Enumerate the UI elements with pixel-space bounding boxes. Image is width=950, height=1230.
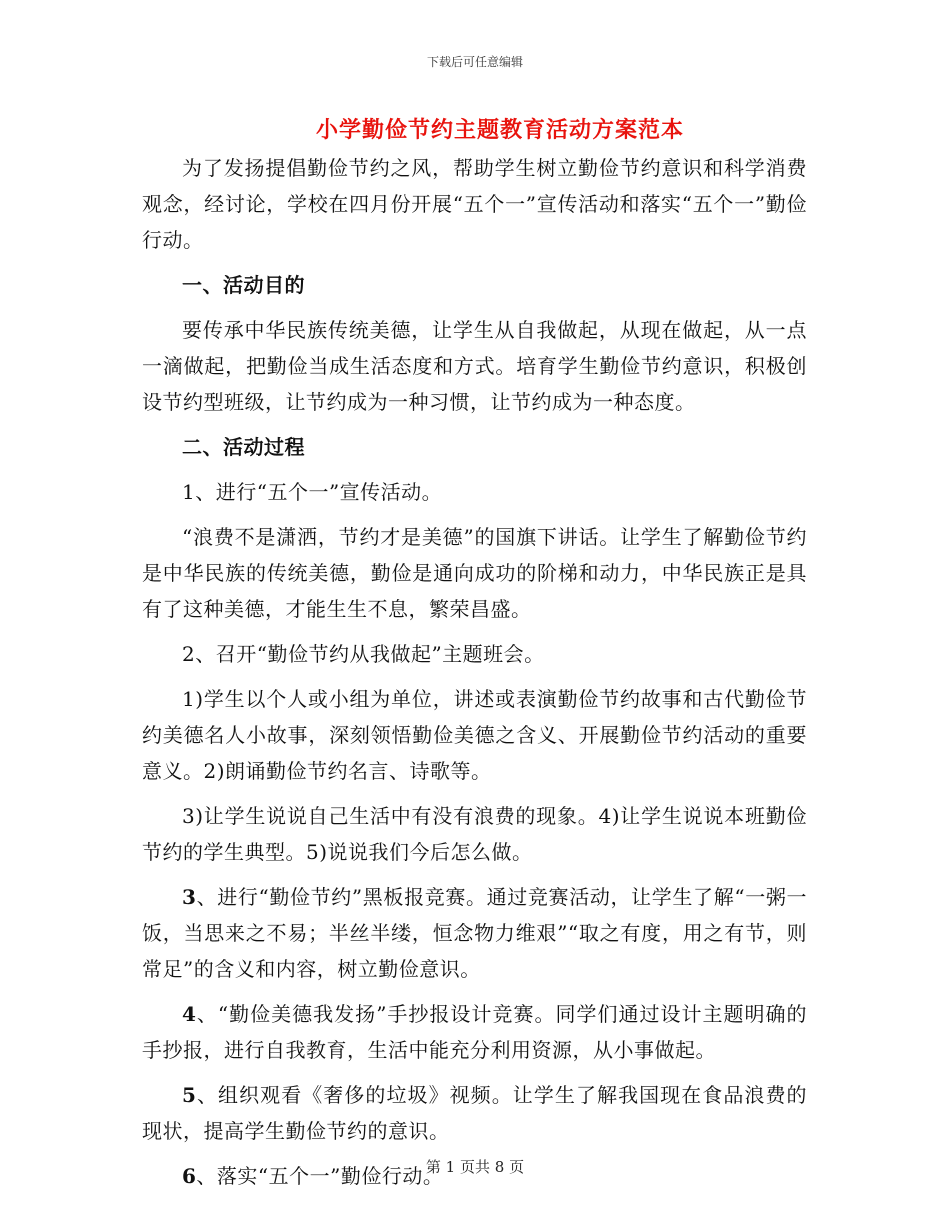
item-text: 、组织观看《奢侈的垃圾》视频。让学生了解我国现在食品浪费的现状，提高学生勤俭节约的意识。 [142, 1083, 807, 1143]
document-body [142, 150, 807, 1203]
process-item-3 [142, 879, 807, 987]
item-text: 、落实“五个一”勤俭行动。 [196, 1164, 444, 1188]
item-text: 、“勤俭美德我发扬”手抄报设计竞赛。同学们通过设计主题明确的手抄报，进行自我教育，生活中能充分利用资源，从小事做起。 [142, 1002, 807, 1062]
item-text: 、进行“勤俭节约”黑板报竞赛。通过竞赛活动，让学生了解“一粥一饭，当思来之不易；半丝半缕，恒念物力维艰”“取之有度，用之有节，则常足”的含义和内容，树立勤俭意识。 [142, 885, 807, 981]
class-meeting-steps-1: 1)学生以个人或小组为单位，讲述或表演勤俭节约故事和古代勤俭节约美德名人小故事，深刻领悟勤俭美德之含义、开展勤俭节约活动的重要意义。2)朗诵勤俭节约名言、诗歌等。 [142, 687, 807, 783]
class-meeting-steps-2: 3)让学生说说自己生活中有没有浪费的现象。4)让学生说说本班勤俭节约的学生典型。5)说说我们今后怎么做。 [142, 804, 807, 864]
process-item-5 [142, 1077, 807, 1149]
item-number: 3 [182, 885, 197, 909]
item-number: 4 [182, 1002, 197, 1026]
process-item-1: 1、进行“五个一”宣传活动。 [182, 480, 443, 504]
section-heading-process: 二、活动过程 [182, 435, 305, 459]
item-number: 6 [182, 1164, 197, 1188]
process-item-4 [142, 996, 807, 1068]
page-header-note: 下载后可任意编辑 [426, 55, 523, 69]
process-item-2: 2、召开“勤俭节约从我做起”主题班会。 [182, 642, 545, 666]
speech-paragraph: “浪费不是潇洒，节约才是美德”的国旗下讲话。让学生了解勤俭节约是中华民族的传统美德，勤俭是通向成功的阶梯和动力，中华民族正是具有了这种美德，才能生生不息，繁荣昌盛。 [142, 525, 807, 621]
purpose-paragraph: 要传承中华民族传统美德，让学生从自我做起，从现在做起，从一点一滴做起，把勤俭当成生活态度和方式。培育学生勤俭节约意识，积极创设节约型班级，让节约成为一种习惯，让节约成为一种态度。 [142, 318, 807, 414]
page-number: 第 1 页共 8 页 [425, 1158, 525, 1176]
intro-paragraph: 为了发扬提倡勤俭节约之风，帮助学生树立勤俭节约意识和科学消费观念，经讨论，学校在四月份开展“五个一”宣传活动和落实“五个一”勤俭行动。 [142, 156, 807, 252]
document-title: 小学勤俭节约主题教育活动方案范本 [315, 117, 684, 143]
item-number: 5 [182, 1083, 197, 1107]
section-heading-purpose: 一、活动目的 [182, 273, 305, 297]
